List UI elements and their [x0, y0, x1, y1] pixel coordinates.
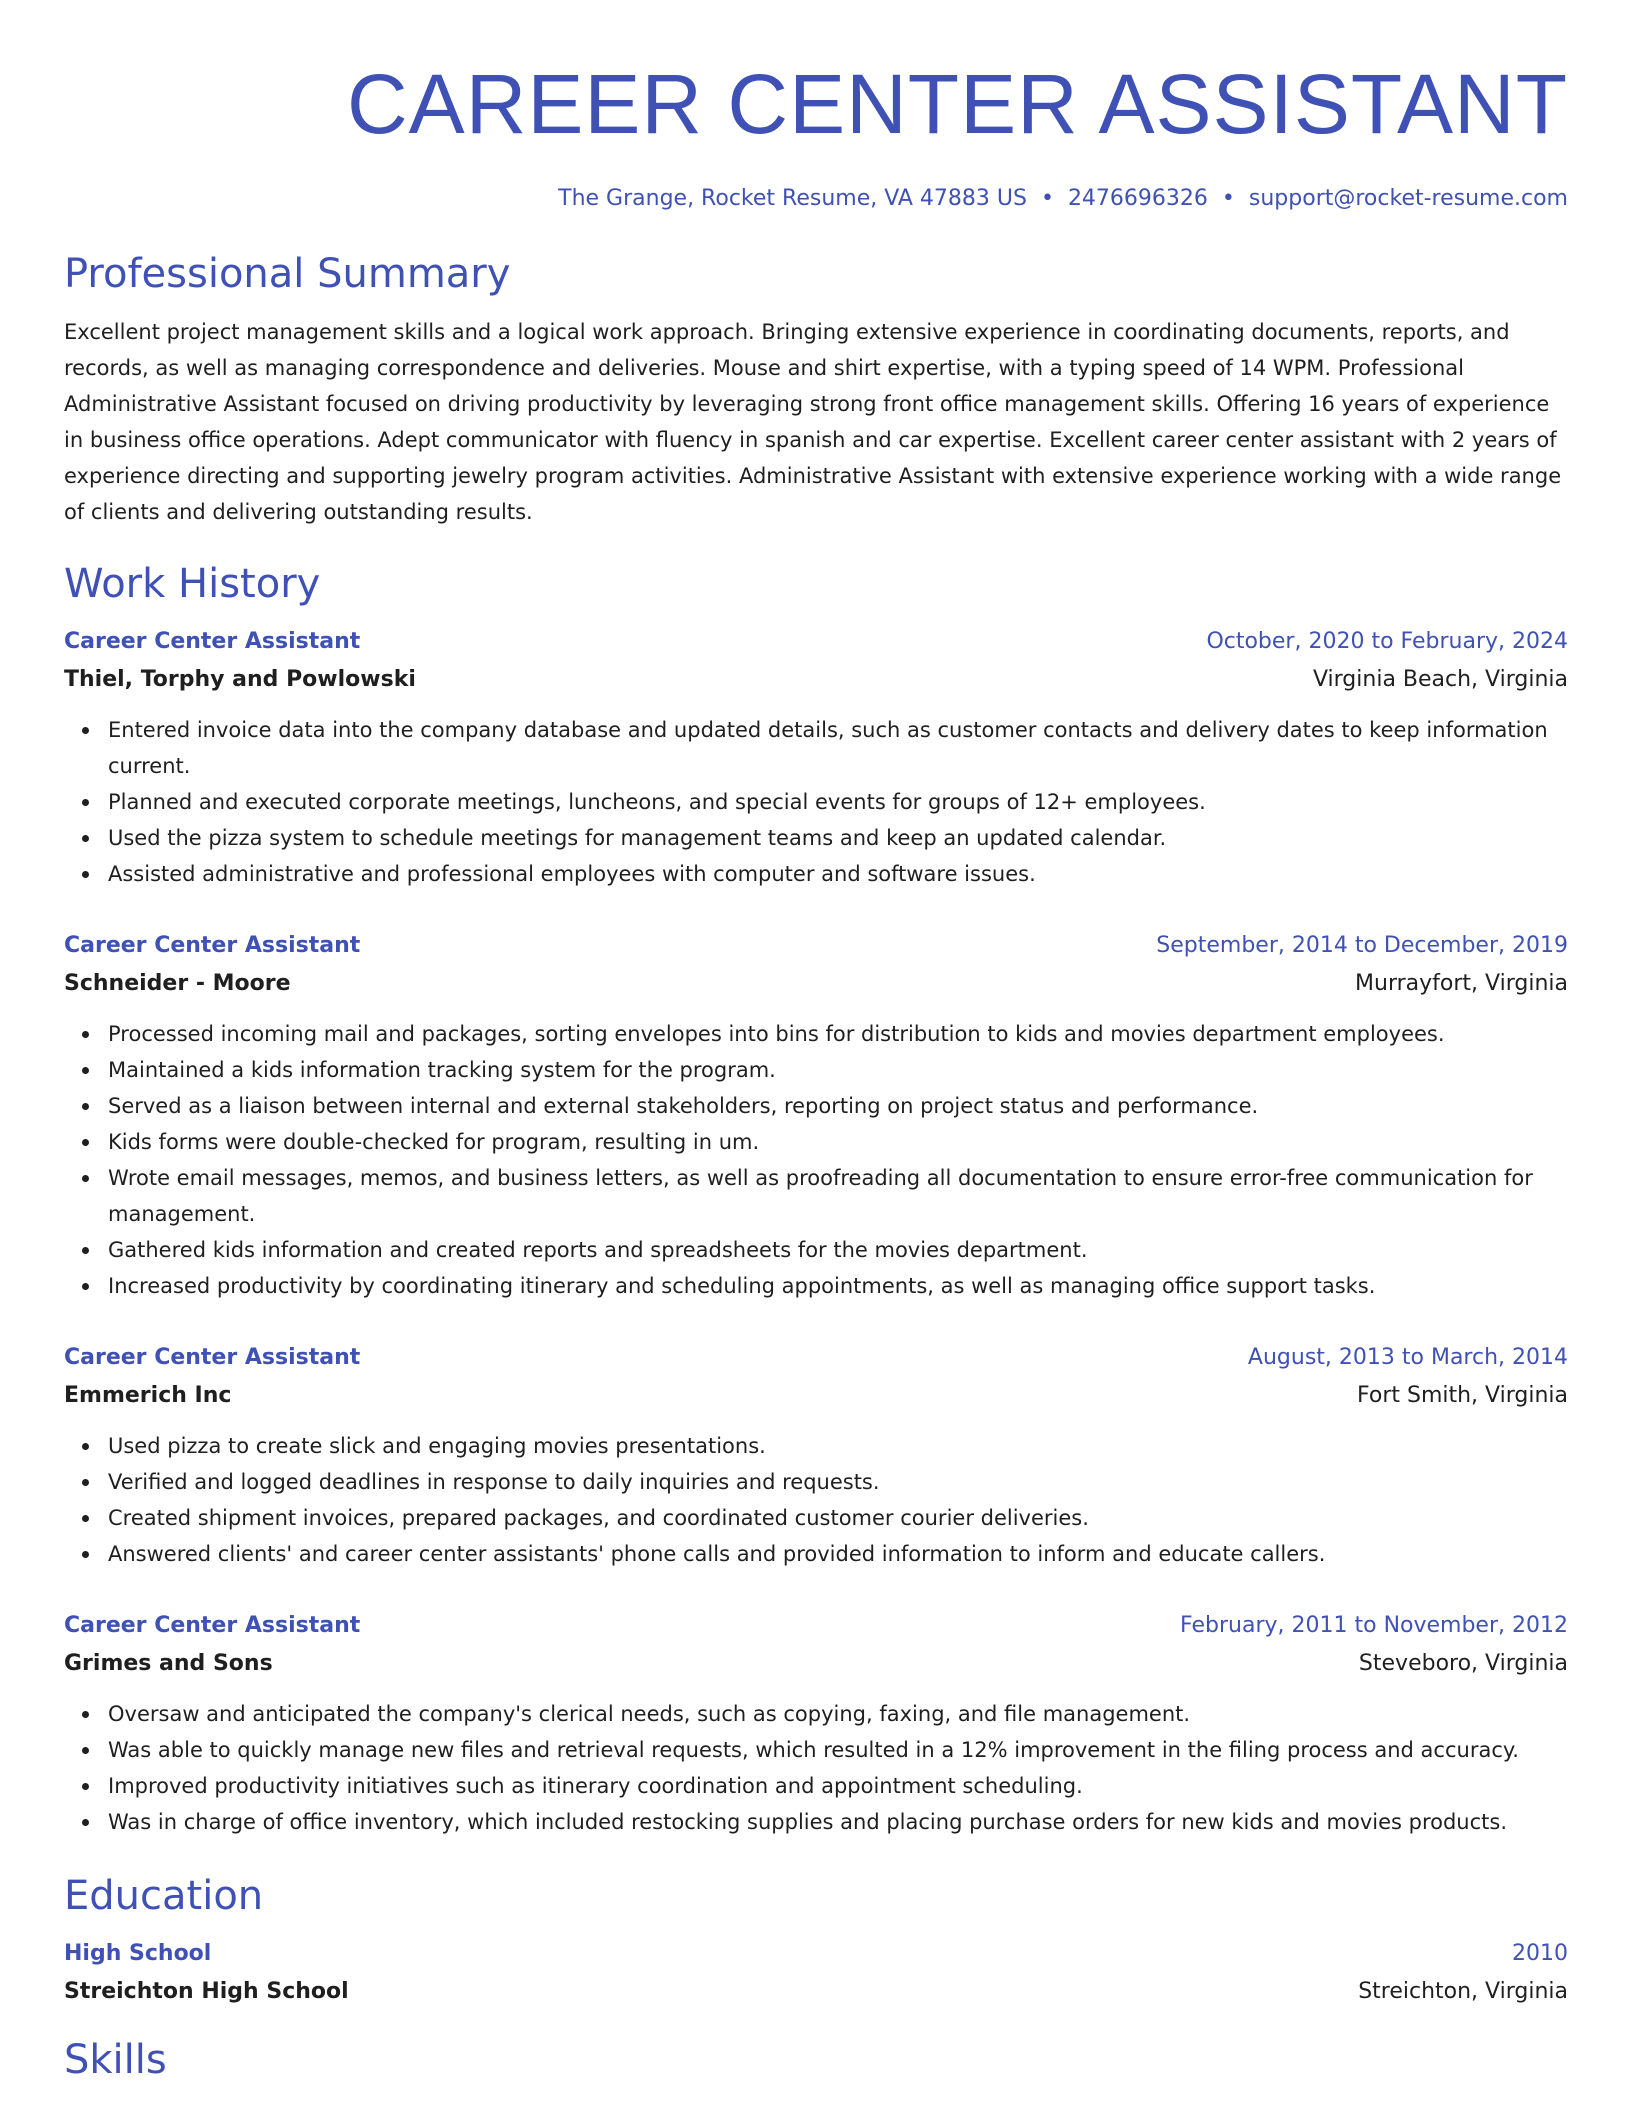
resume-header	[64, 56, 1568, 214]
bullet-item: Oversaw and anticipated the company's clerical needs, such as copying, faxing, and file management.	[108, 1696, 1568, 1732]
contact-separator: •	[1040, 186, 1054, 211]
bullet-item: Processed incoming mail and packages, sorting envelopes into bins for distribution to kids and movies department employees.	[108, 1016, 1568, 1052]
bullet-item: Answered clients' and career center assistants' phone calls and provided information to inform and educate callers.	[108, 1536, 1568, 1572]
job-company: Grimes and Sons	[64, 1651, 273, 1676]
bullet-item: Kids forms were double-checked for program, resulting in um.	[108, 1124, 1568, 1160]
professional-summary-section	[64, 248, 1568, 530]
job-dates: October, 2020 to February, 2024	[1206, 629, 1568, 654]
job-title: Career Center Assistant	[64, 933, 361, 958]
bullet-item: Improved productivity initiatives such as itinerary coordination and appointment scheduling.	[108, 1768, 1568, 1804]
job-bullets	[64, 712, 1568, 892]
bullet-item: Entered invoice data into the company database and updated details, such as customer contacts and delivery dates to keep information current.	[108, 712, 1568, 784]
section-title-work-history: Work History	[64, 561, 321, 607]
work-history-section	[64, 558, 1568, 1840]
bullet-item: Was able to quickly manage new files and retrieval requests, which resulted in a 12% improvement in the filing process and accuracy.	[108, 1732, 1568, 1768]
job-company: Thiel, Torphy and Powlowski	[64, 667, 416, 692]
job-entry	[64, 624, 1568, 892]
bullet-item: Was in charge of office inventory, which included restocking supplies and placing purchase orders for new kids and movies products.	[108, 1804, 1568, 1840]
education-year: 2010	[1512, 1941, 1568, 1966]
bullet-item: Verified and logged deadlines in response to daily inquiries and requests.	[108, 1464, 1568, 1500]
bullet-item: Gathered kids information and created reports and spreadsheets for the movies department.	[108, 1232, 1568, 1268]
skills-section	[64, 2034, 1568, 2086]
job-title: Career Center Assistant	[64, 1613, 361, 1638]
job-bullets	[64, 1428, 1568, 1572]
job-company: Emmerich Inc	[64, 1383, 232, 1408]
job-location: Steveboro, Virginia	[1358, 1651, 1568, 1676]
education-degree: High School	[64, 1941, 212, 1966]
education-section	[64, 1870, 1568, 2012]
bullet-item: Planned and executed corporate meetings, luncheons, and special events for groups of 12+ employees.	[108, 784, 1568, 820]
job-bullets	[64, 1016, 1568, 1304]
bullet-item: Assisted administrative and professional employees with computer and software issues.	[108, 856, 1568, 892]
education-location: Streichton, Virginia	[1358, 1979, 1568, 2004]
job-dates: February, 2011 to November, 2012	[1180, 1613, 1568, 1638]
section-title-education: Education	[64, 1873, 264, 1919]
bullet-item: Served as a liaison between internal and external stakeholders, reporting on project status and performance.	[108, 1088, 1568, 1124]
job-location: Murrayfort, Virginia	[1355, 971, 1568, 996]
education-entry	[64, 1936, 1568, 2012]
bullet-item: Increased productivity by coordinating itinerary and scheduling appointments, as well as managing office support tasks.	[108, 1268, 1568, 1304]
job-entry	[64, 928, 1568, 1304]
job-company: Schneider - Moore	[64, 971, 291, 996]
contact-phone: 2476696326	[1067, 186, 1208, 211]
job-title: Career Center Assistant	[64, 629, 361, 654]
summary-text: Excellent project management skills and a logical work approach. Bringing extensive experience in coordinating documents, reports, and records, as well as managing correspondence and deliveries. Mouse and shirt expertise, with a typing speed of 14 WPM. Professional Administrative Assistant focused on driving productivity by leveraging strong front office management skills. Offering 16 years of experience in business office operations. Adept communicator with fluency in spanish and car expertise. Excellent career center assistant with 2 years of experience directing and supporting jewelry program activities. Administrative Assistant with extensive experience working with a wide range of clients and delivering outstanding results.	[64, 320, 1562, 524]
job-title: Career Center Assistant	[64, 1345, 361, 1370]
bullet-item: Maintained a kids information tracking system for the program.	[108, 1052, 1568, 1088]
bullet-item: Used the pizza system to schedule meetings for management teams and keep an updated calendar.	[108, 820, 1568, 856]
bullet-item: Wrote email messages, memos, and business letters, as well as proofreading all documentation to ensure error-free communication for management.	[108, 1160, 1568, 1232]
section-title-summary: Professional Summary	[64, 251, 511, 297]
contact-separator: •	[1221, 186, 1235, 211]
job-entry	[64, 1340, 1568, 1572]
job-location: Fort Smith, Virginia	[1356, 1383, 1568, 1408]
bullet-item: Created shipment invoices, prepared packages, and coordinated customer courier deliveries.	[108, 1500, 1568, 1536]
contact-line	[64, 184, 1568, 214]
candidate-name: CAREER CENTER ASSISTANT	[347, 57, 1568, 151]
job-entry	[64, 1608, 1568, 1840]
education-school: Streichton High School	[64, 1979, 349, 2004]
section-title-skills: Skills	[64, 2037, 167, 2083]
contact-address: The Grange, Rocket Resume, VA 47883 US	[558, 186, 1027, 211]
job-dates: September, 2014 to December, 2019	[1156, 933, 1568, 958]
contact-email: support@rocket-resume.com	[1248, 186, 1568, 211]
job-bullets	[64, 1696, 1568, 1840]
job-dates: August, 2013 to March, 2014	[1247, 1345, 1568, 1370]
job-location: Virginia Beach, Virginia	[1312, 667, 1568, 692]
bullet-item: Used pizza to create slick and engaging movies presentations.	[108, 1428, 1568, 1464]
